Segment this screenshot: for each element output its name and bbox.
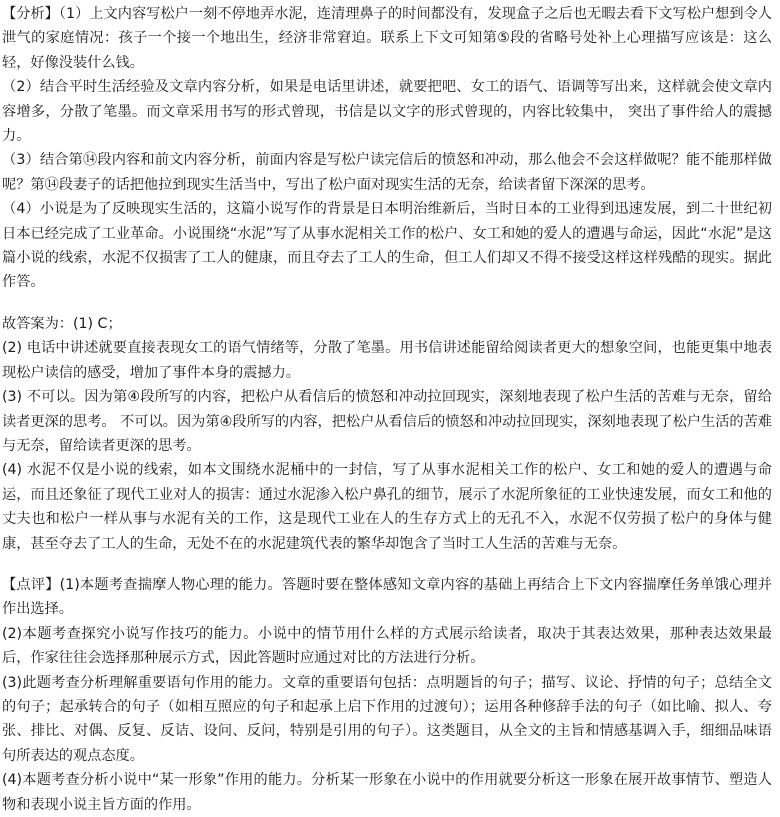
comment-section bbox=[2, 573, 772, 817]
answer-paragraph-4: (4) 水泥不仅是小说的线索，如本文围绕水泥桶中的一封信，写了从事水泥相关工作的松户、女工和她的爱人的遭遇与命运，而且还象征了现代工业对人的损害：通过水泥渗入松户鼻孔的细节，展示了水泥所象征的工业快速发展，而女工和他的丈夫也和松户一样从事与水泥有关的工作，这是现代工业在人的生存方式上的无孔不入，水泥不仅劳损了松户的身体与健康，甚至夺去了工人的生命，无处不在的水泥建筑代表的繁华却饱含了当时工人生活的苦难与无奈。 bbox=[2, 462, 772, 552]
comment-paragraph-3: (3)此题考查分析理解重要语句作用的能力。文章的重要语句包括：点明题旨的句子；描写、议论、抒情的句子；总结全文的句子；起承转合的句子（如相互照应的句子和起承上启下作用的过渡句）；运用各种修辞手法的句子（如比喻、拟人、夸张、排比、对偶、反复、反诘、设问、反问，特别是引用的句子）。这类题目，从全文的主旨和情感基调入手，细细品味语句所表达的观点态度。 bbox=[2, 674, 772, 764]
analysis-paragraph-4: （4）小说是为了反映现实生活的，这篇小说写作的背景是日本明治维新后，当时日本的工业得到迅速发展，到二十世纪初日本已经完成了工业革命。小说围绕“水泥”写了从事水泥相关工作的松户、女工和她的爱人的遭遇与命运，因此“水泥”是这篇小说的线索，水泥不仅损害了工人的健康，而且夺去了工人的生命，但工人们却又不得不接受这样这样残酷的现实。据此作答。 bbox=[2, 201, 772, 291]
analysis-section bbox=[2, 2, 772, 295]
comment-paragraph-1: 【点评】(1)本题考查揣摩人物心理的能力。答题时要在整体感知文章内容的基础上再结合上下文内容揣摩任务单饿心理并作出选择。 bbox=[2, 576, 772, 618]
answer-paragraph-3: (3) 不可以。因为第④段所写的内容，把松户从看信后的愤怒和冲动拉回现实，深刻地表现了松户生活的苦难与无奈，留给读者更深的思考。 不可以。因为第④段所写的内容，把松户从看信后的愤怒和冲动拉回现实，深刻地表现了松户生活的苦难与无奈，留给读者更深的思考。 bbox=[2, 389, 772, 454]
answer-paragraph-1: 故答案为：(1) C； bbox=[2, 315, 122, 332]
comment-paragraph-4: (4)本题考查分析小说中“某一形象”作用的能力。分析某一形象在小说中的作用就要分析这一形象在展开故事情节、塑造人物和表现小说主旨方面的作用。 bbox=[2, 772, 772, 813]
analysis-paragraph-3: （3）结合第⑭段内容和前文内容分析，前面内容是写松户读完信后的愤怒和冲动，那么他会不会这样做呢？能不能那样做呢？第⑭段妻子的话把他拉到现实生活当中，写出了松户面对现实生活的无奈，给读者留下深深的思考。 bbox=[2, 152, 772, 193]
section-gap bbox=[2, 295, 772, 312]
section-gap bbox=[2, 556, 772, 573]
analysis-paragraph-2: （2）结合平时生活经验及文章内容分析，如果是电话里讲述，就要把吧、女工的语气、语调等写出来，这样就会使文章内容增多，分散了笔墨。而文章采用书写的形式曾现，书信是以文字的形式曾现的，内容比较集中， 突出了事件给人的震撼力。 bbox=[2, 79, 772, 145]
analysis-paragraph-1: 【分析】（1）上文内容写松户一刻不停地弄水泥，连清理鼻子的时间都没有，发现盒子之后也无暇去看下文写松户想到令人泄气的家庭情况：孩子一个接一个地出生，经济非常窘迫。联系上下文可知第⑤段的省略号处补上心理描写应该是：这么轻，好像没装什么钱。 bbox=[2, 6, 772, 71]
answer-paragraph-2: (2) 电话中讲述就要直接表现女工的语气情绪等，分散了笔墨。用书信讲述能留给阅读者更大的想象空间，也能更集中地表现松户读信的感受，增加了事件本身的震撼力。 bbox=[2, 340, 772, 381]
comment-paragraph-2: (2)本题考查探究小说写作技巧的能力。小说中的情节用什么样的方式展示给读者，取决于其表达效果，那种表达效果最后，作家往往会选择那种展示方式，因此答题时应通过对比的方法进行分析。 bbox=[2, 625, 772, 667]
answer-section bbox=[2, 312, 772, 556]
